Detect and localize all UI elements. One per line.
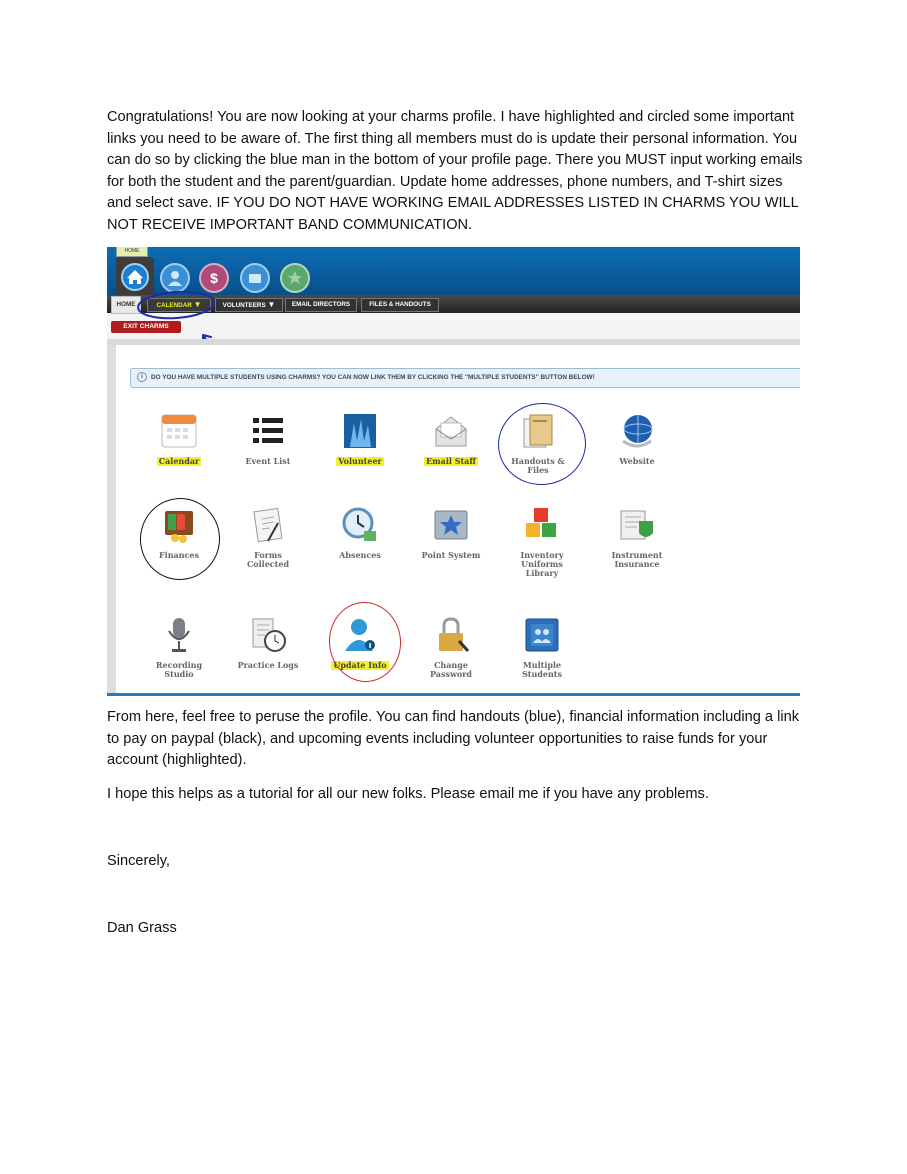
item-email-staff[interactable] <box>415 411 487 469</box>
chevron-down-icon: ▼ <box>193 300 202 309</box>
tab-email-directors[interactable]: EMAIL DIRECTORS <box>285 298 357 312</box>
bottom-bar <box>107 693 800 696</box>
item-instrument-insurance[interactable] <box>601 505 673 572</box>
item-label: Inventory Uniforms Library <box>520 550 564 578</box>
chevron-down-icon: ▼ <box>267 300 276 309</box>
item-label: Multiple Students <box>522 660 562 679</box>
blue-circle-annotation <box>137 289 215 320</box>
calendar-icon <box>159 411 199 451</box>
tab-volunteers-label: VOLUNTEERS <box>222 302 266 309</box>
item-label: Change Password <box>429 660 473 679</box>
blocks-icon <box>522 505 562 545</box>
item-label: Forms Collected <box>246 550 290 569</box>
item-label: Handouts & Files <box>511 456 565 475</box>
info-icon: i <box>137 372 147 382</box>
item-practice-logs[interactable] <box>232 615 304 673</box>
tab-files-handouts[interactable]: FILES & HANDOUTS <box>361 298 439 312</box>
item-recording-studio[interactable] <box>143 615 215 682</box>
volunteer-icon <box>340 411 380 451</box>
home-tag-label: HOME <box>116 247 148 257</box>
globe-icon <box>617 411 657 451</box>
peruse-paragraph: From here, feel free to peruse the profile. You can find handouts (blue), financial information including a link to pay on paypal (black), and upcoming events including volunteer opportunities to raise funds for your account (highlighted). <box>107 709 799 768</box>
forms-icon <box>248 505 288 545</box>
signature-text: Dan Grass <box>107 920 177 936</box>
star-icon <box>431 505 471 545</box>
item-label: Event List <box>245 456 291 466</box>
profile-content <box>116 345 800 696</box>
item-label: Absences <box>339 550 381 560</box>
item-label: Recording Studio <box>155 660 203 679</box>
item-calendar[interactable] <box>143 411 215 469</box>
item-inventory[interactable] <box>506 505 578 581</box>
closing-text: Sincerely, <box>107 853 170 869</box>
shield-icon <box>617 505 657 545</box>
envelope-icon <box>431 411 471 451</box>
item-change-password[interactable] <box>415 615 487 682</box>
item-label: Update Info <box>333 660 387 670</box>
item-label: Website <box>619 456 655 466</box>
clock-icon <box>340 505 380 545</box>
intro-paragraph: Congratulations! You are now looking at your charms profile. I have highlighted and circled some important links you need to be aware of. The first thing all members must do is update their personal information. You can do so by clicking the blue man in the bottom of your profile page. There you MUST input working emails for both the student and the parent/guardian. Update home addresses, phone numbers, and T-shirt sizes and select save. IF YOU DO NOT HAVE WORKING EMAIL ADDRESSES LISTED IN CHARMS YOU WILL NOT RECEIVE IMPORTANT BAND COMMUNICATION. <box>107 109 803 233</box>
multiple-students-notice <box>130 368 800 388</box>
microphone-icon <box>159 615 199 655</box>
left-strip <box>107 345 116 696</box>
exit-charms-button[interactable]: EXIT CHARMS <box>111 321 181 333</box>
charms-profile-screenshot <box>107 247 800 696</box>
stopwatch-icon <box>248 615 288 655</box>
lock-icon <box>431 615 471 655</box>
item-label: Finances <box>159 550 199 560</box>
item-label: Point System <box>421 550 481 560</box>
help-paragraph: I hope this helps as a tutorial for all our new folks. Please email me if you have any problems. <box>107 786 709 802</box>
item-label: Calendar <box>158 456 200 466</box>
item-absences[interactable] <box>324 505 396 563</box>
item-volunteer[interactable] <box>324 411 396 469</box>
dollar-icon[interactable]: $ <box>199 263 229 293</box>
item-multiple-students[interactable] <box>506 615 578 682</box>
item-label: Email Staff <box>426 456 476 466</box>
tab-home[interactable]: HOME <box>111 296 141 314</box>
item-website[interactable] <box>601 411 673 469</box>
item-forms-collected[interactable] <box>232 505 304 572</box>
item-label: Instrument Insurance <box>611 550 663 569</box>
item-event-list[interactable] <box>232 411 304 469</box>
item-point-system[interactable] <box>415 505 487 563</box>
list-icon <box>248 411 288 451</box>
students-icon <box>522 615 562 655</box>
item-label: Volunteer <box>338 456 382 466</box>
tab-calendar-label: CALENDAR <box>156 302 192 309</box>
notice-text: DO YOU HAVE MULTIPLE STUDENTS USING CHARMS? YOU CAN NOW LINK THEM BY CLICKING THE "MULTIPLE STUDENTS" BUTTON BELOW! <box>151 374 595 381</box>
item-label: Practice Logs <box>237 660 299 670</box>
